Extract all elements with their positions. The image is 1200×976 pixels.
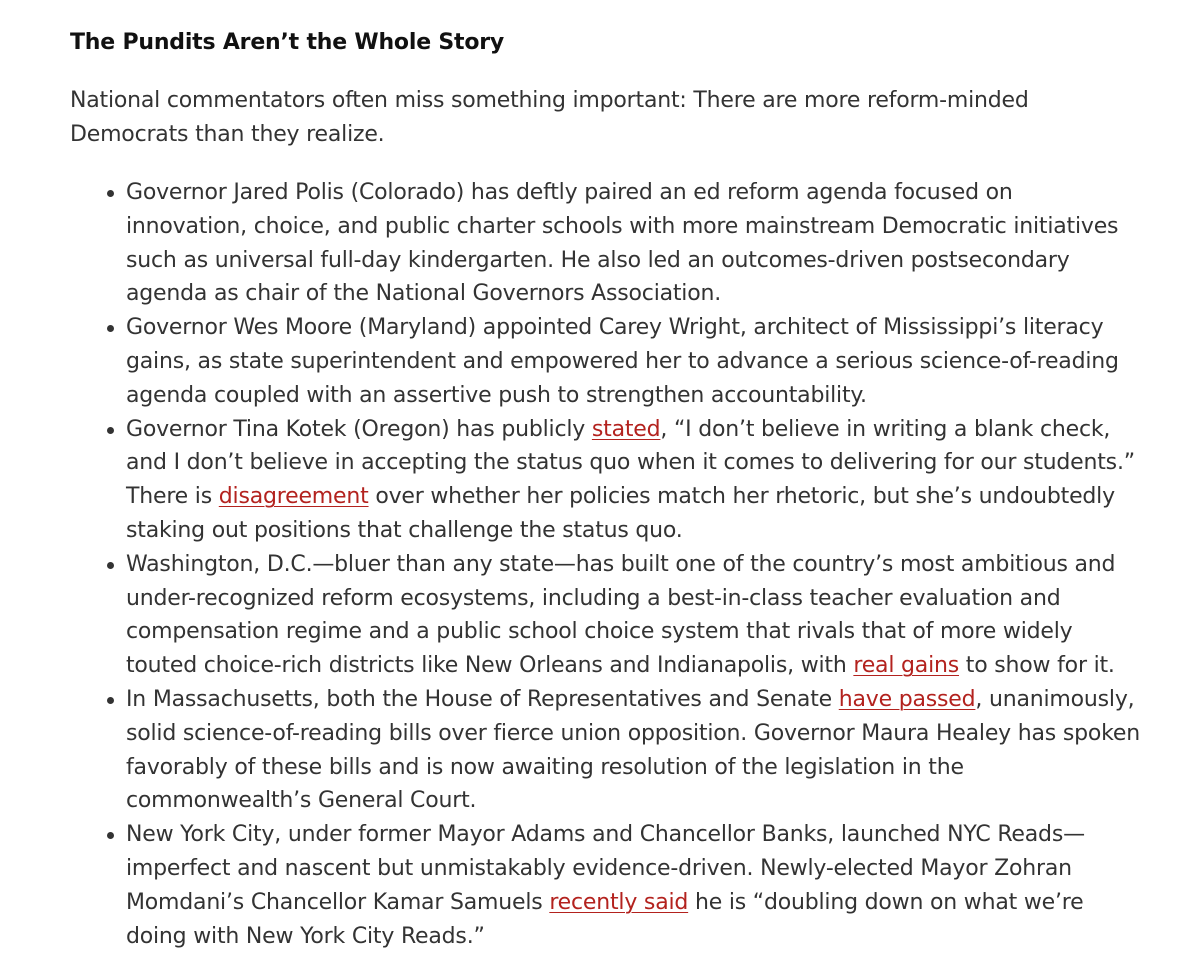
list-item-text: to show for it. [959,653,1115,679]
list-item-text: , unanimously, solid science-of-reading bills over fierce union opposition. Governor Maura Healey has spoken favorably of these bills and is now awaiting resolution of the legislation in the commonwealth’s General Court. [126,686,1140,814]
list-item-text: Governor Wes Moore (Maryland) appointed Carey Wright, architect of Mississippi’s literacy gains, as state superintendent and empowered her to advance a serious science-of-reading agenda coupled with an assertive push to strengthen accountability. [126,315,1119,408]
reform-examples-list [70,176,1140,953]
list-item-kotek [126,413,1140,548]
bullet-dot-icon [107,325,114,332]
list-item-text: Governor Tina Kotek (Oregon) has publicly [126,416,592,442]
bullet-dot-icon [107,697,114,704]
list-item-text: New York City, under former Mayor Adams and Chancellor Banks, launched NYC Reads—imperfect and nascent but unmistakably evidence-driven. Newly-elected Mayor Zohran Momdani’s Chancellor Kamar Samuels [126,822,1085,915]
list-item-massachusetts [126,683,1140,818]
list-item-text: Governor Jared Polis (Colorado) has deftly paired an ed reform agenda focused on innovation, choice, and public charter schools with more mainstream Democratic initiatives such as universal full-day kindergarten. He also led an outcomes-driven postsecondary agenda as chair of the National Governors Association. [126,180,1119,307]
bullet-dot-icon [107,562,114,569]
section-heading: The Pundits Aren’t the Whole Story [70,30,505,55]
have-passed-link[interactable]: have passed [838,686,976,712]
bullet-dot-icon [107,190,114,197]
disagreement-link[interactable]: disagreement [218,484,369,510]
recently-said-link[interactable]: recently said [549,889,689,915]
list-item-nyc [126,818,1140,953]
list-item-text: he is “doubling down on what we’re doing with New York City Reads.” [126,889,1084,949]
intro-paragraph: National commentators often miss something important: There are more reform-minded Democrats than they realize. [70,88,1029,147]
bullet-dot-icon [107,427,114,434]
list-item-text: In Massachusetts, both the House of Representatives and Senate [126,686,839,712]
stated-link[interactable]: stated [591,416,661,442]
list-item-text: Washington, D.C.—bluer than any state—has built one of the country’s most ambitious and under-recognized reform ecosystems, including a best-in-class teacher evaluation and compensation regime and a public school choice system that rivals that of more widely touted choice-rich districts like New Orleans and Indianapolis, with [126,551,1116,679]
list-item-polis [126,176,1140,311]
bullet-dot-icon [107,832,114,839]
list-item-moore [126,311,1140,412]
list-item-dc [126,548,1140,683]
real-gains-link[interactable]: real gains [853,653,960,679]
list-item-text: , “I don’t believe in writing a blank check, and I don’t believe in accepting the status quo when it comes to delivering for our students.” There is [126,416,1135,510]
list-item-text: over whether her policies match her rhetoric, but she’s undoubtedly staking out positions that challenge the status quo. [126,484,1115,543]
